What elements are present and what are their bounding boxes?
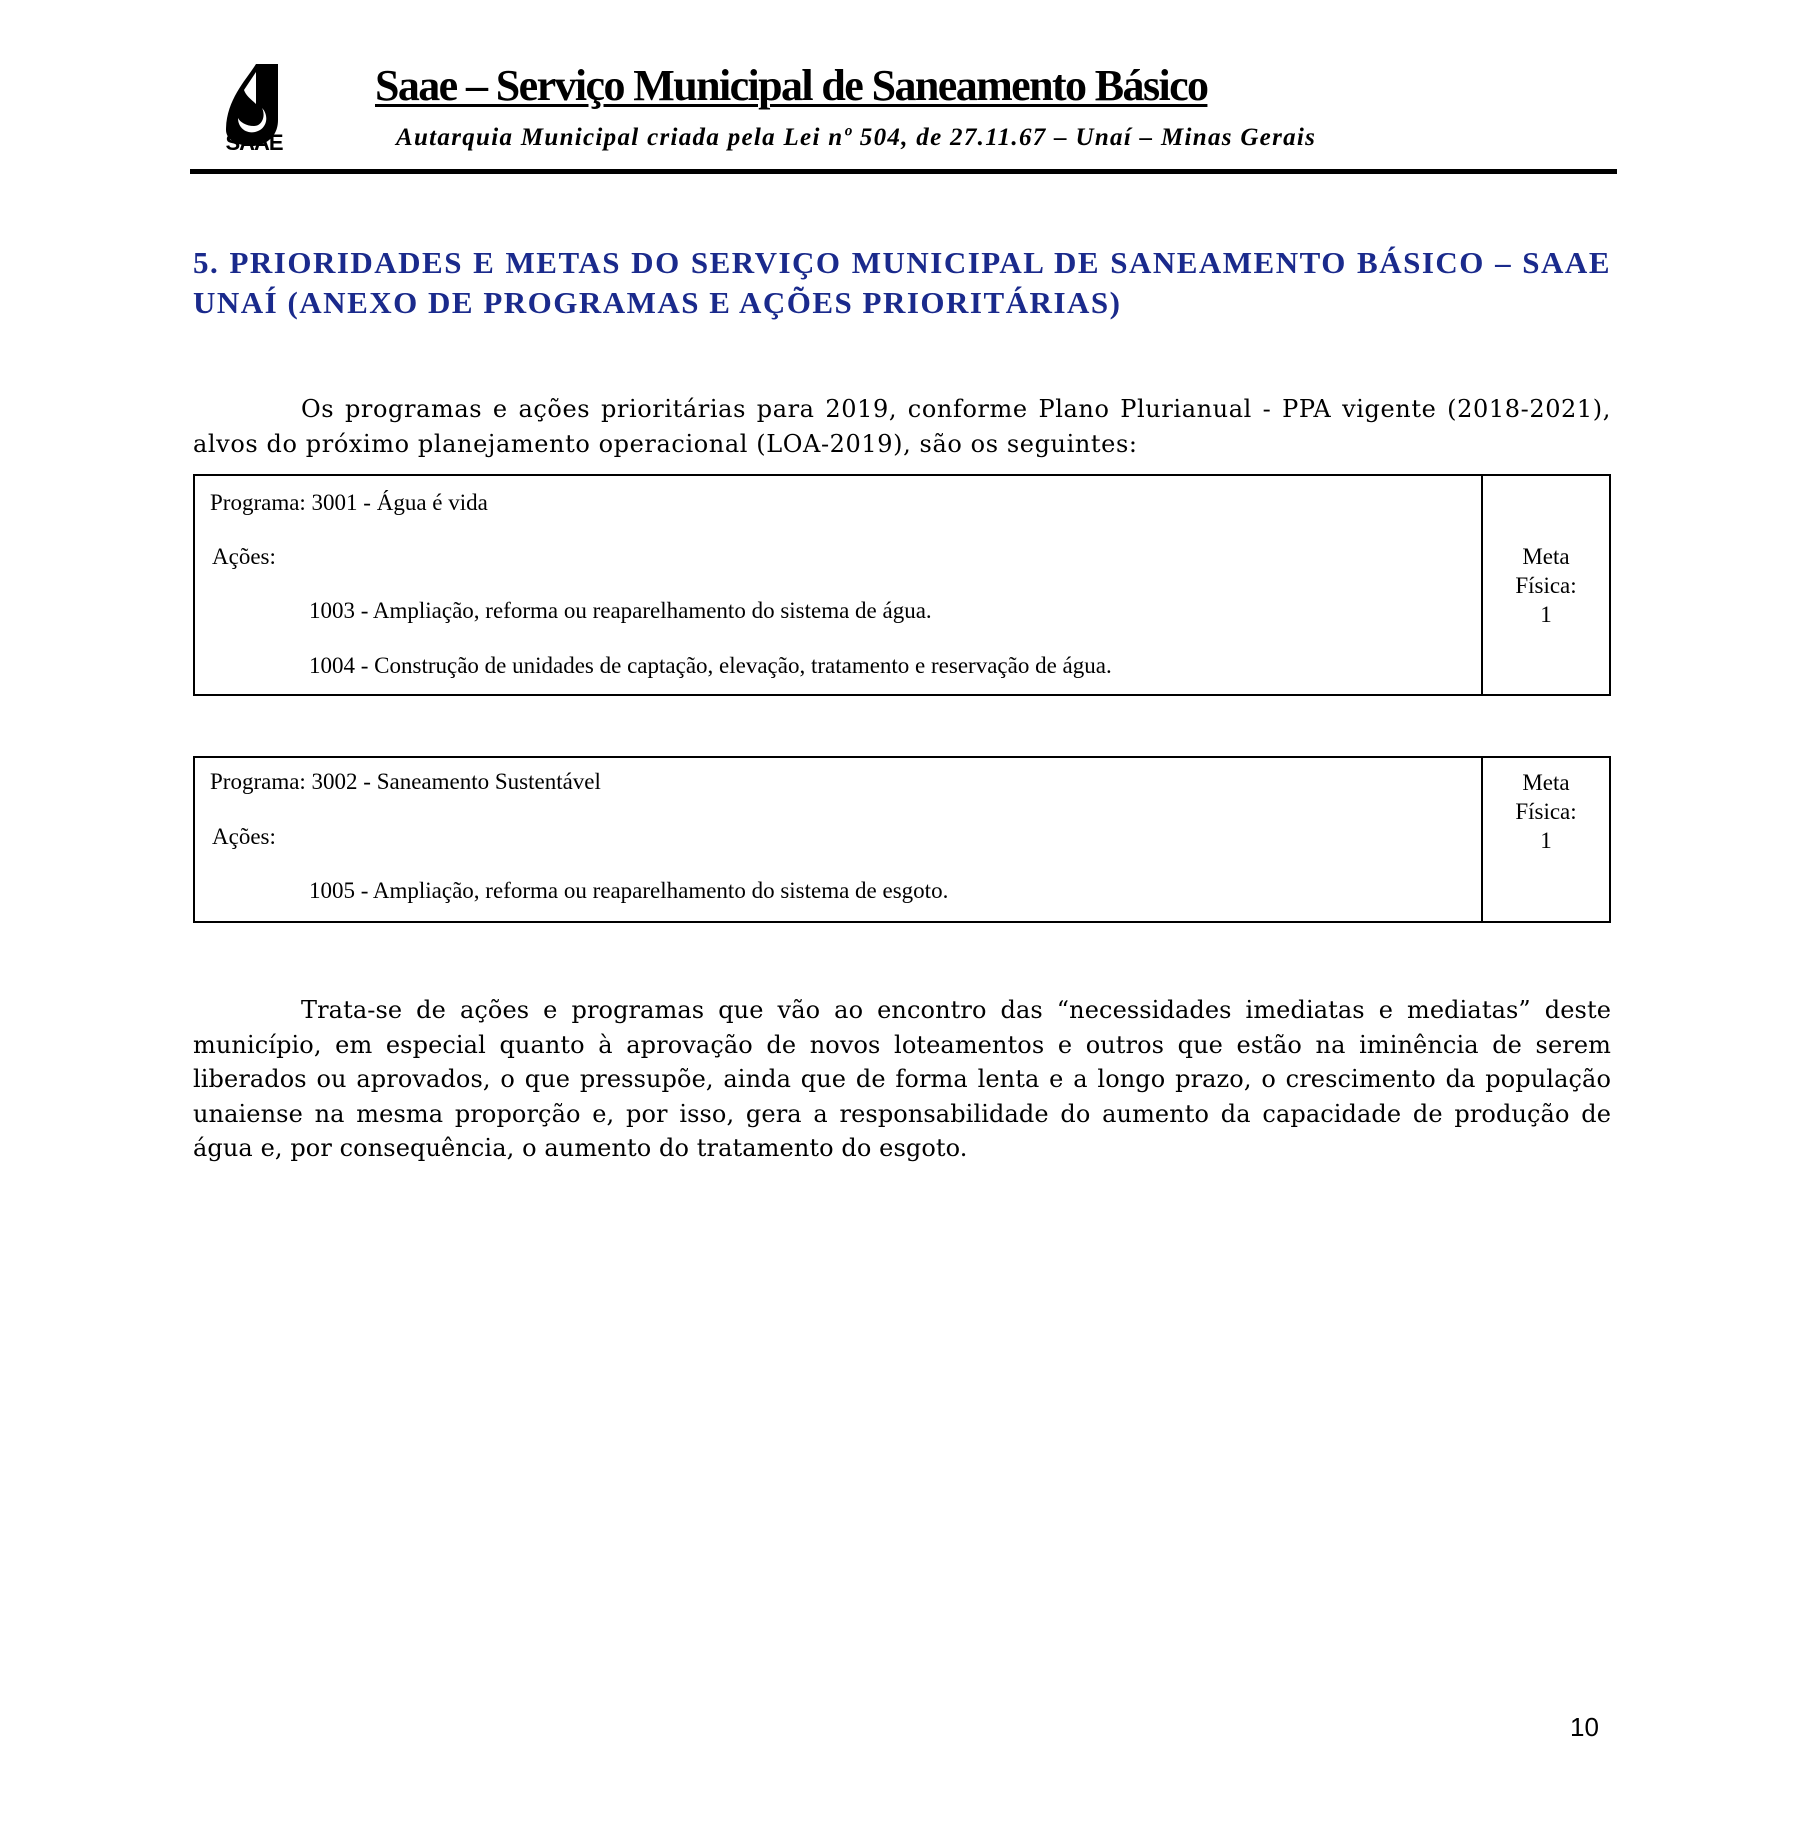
organization-subtitle: Autarquia Municipal criada pela Lei nº 504, de 27.11.67 – Unaí – Minas Gerais xyxy=(396,124,1317,151)
meta-label: Meta xyxy=(1522,770,1570,795)
page-number: 10 xyxy=(1570,1712,1599,1742)
program-box-3001 xyxy=(193,474,1611,696)
logo-wordmark: SAAE xyxy=(225,130,283,155)
meta-value: 1 xyxy=(1540,602,1552,627)
program-title: Programa: 3001 - Água é vida xyxy=(210,490,488,515)
page-header xyxy=(190,50,1617,177)
intro-paragraph xyxy=(193,392,1611,461)
meta-fisica-cell xyxy=(1483,476,1609,694)
program-title: Programa: 3002 - Saneamento Sustentável xyxy=(210,769,601,794)
closing-text: Trata-se de ações e programas que vão ao encontro das “necessidades imediatas e mediatas” deste município, em especial quanto à aprovação de novos loteamentos e outros que estão na iminência de serem liberados ou aprovados, o que pressupõe, ainda que de forma lenta e a longo prazo, o crescimento da população unaiense na mesma proporção e, por isso, gera a responsabilidade do aumento da capacidade de produção de água e, por consequência, o aumento do tratamento do esgoto. xyxy=(193,996,1611,1162)
meta-fisica-cell xyxy=(1483,758,1609,921)
program-actions-cell xyxy=(195,758,1483,921)
organization-title: Saae – Serviço Municipal de Saneamento Básico xyxy=(375,61,1208,110)
actions-label: Ações: xyxy=(212,544,276,569)
meta-label: Meta xyxy=(1522,544,1570,569)
meta-value: 1 xyxy=(1540,828,1552,853)
actions-label: Ações: xyxy=(212,824,276,849)
program-box-3002 xyxy=(193,756,1611,923)
fisica-label: Física: xyxy=(1515,573,1577,598)
section-heading: 5. PRIORIDADES E METAS DO SERVIÇO MUNICIPAL DE SANEAMENTO BÁSICO – SAAE UNAÍ (ANEXO DE PROGRAMAS E AÇÕES PRIORITÁRIAS) xyxy=(193,245,1611,320)
program-actions-cell xyxy=(195,476,1483,694)
fisica-label: Física: xyxy=(1515,799,1577,824)
action-item: 1005 - Ampliação, reforma ou reaparelhamento do sistema de esgoto. xyxy=(309,878,949,903)
intro-text: Os programas e ações prioritárias para 2019, conforme Plano Plurianual - PPA vigente (2018-2021), alvos do próximo planejamento operacional (LOA-2019), são os seguintes: xyxy=(193,395,1611,458)
action-item: 1003 - Ampliação, reforma ou reaparelhamento do sistema de água. xyxy=(309,598,932,623)
action-item: 1004 - Construção de unidades de captação, elevação, tratamento e reservação de água. xyxy=(309,653,1112,678)
header-divider xyxy=(190,169,1617,174)
closing-paragraph xyxy=(193,993,1611,1166)
